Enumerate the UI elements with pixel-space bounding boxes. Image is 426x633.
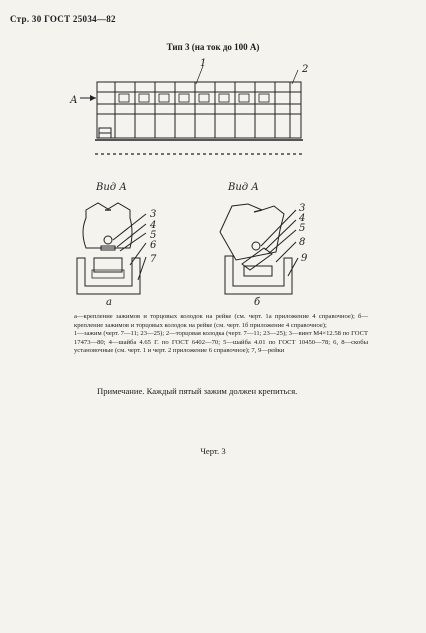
caption-line-1: а—крепление зажимов и торцовых колодок на рейке (см. черт. 1а приложение 4 справочное); б—крепление зажимов и торцовых колодок на рейке (см. черт. 1б приложение 4 справочное); (74, 313, 368, 329)
view-a-sub: а (106, 297, 112, 308)
view-b-callout-4: 4 (299, 213, 306, 224)
view-b-callout-5: 5 (299, 223, 306, 234)
figure-caption (74, 313, 368, 356)
caption-line-2: 1—зажим (черт. 7—11; 23—25); 2—торцовая колодка (черт. 7—11; 23—25); 3—винт М4×12.58 по ГОСТ 17473—80; 4—шайба 4.65 Г. по ГОСТ 6402—70; 5—шайба 4.01 по ГОСТ 10450—78; 6, 8—скобы установочные (см. черт. 1 и черт. 2 приложение 6 справочное); 7, 9—рейки (74, 330, 368, 354)
view-b-callout-9: 9 (301, 253, 308, 264)
callout-1: 1 (200, 58, 207, 69)
note-text: Примечание. Каждый пятый зажим должен крепиться. (97, 386, 298, 396)
view-b-callout-3: 3 (299, 203, 306, 214)
technical-drawing (0, 0, 426, 310)
terminal-block-outline (97, 82, 301, 138)
view-a-callout-3: 3 (150, 209, 157, 220)
view-b-sub: б (254, 297, 261, 308)
view-a-label: Вид А (96, 182, 127, 193)
view-b-label: Вид А (228, 182, 259, 193)
page-header: Стр. 30 ГОСТ 25034—82 (10, 14, 116, 24)
view-a-callout-6: 6 (150, 240, 157, 251)
view-a-callout-7: 7 (150, 254, 157, 265)
view-b-drawing (220, 204, 298, 294)
callout-2: 2 (302, 64, 309, 75)
view-b-callout-8: 8 (299, 237, 306, 248)
view-a-callout-5: 5 (150, 230, 157, 241)
view-a-drawing (77, 203, 146, 294)
view-a-callout-4: 4 (150, 220, 157, 231)
figure-label: Черт. 3 (200, 446, 226, 456)
section-title: Тип 3 (на ток до 100 А) (166, 42, 260, 52)
view-arrow-label: А (70, 95, 78, 106)
terminal-divisions (115, 82, 290, 138)
